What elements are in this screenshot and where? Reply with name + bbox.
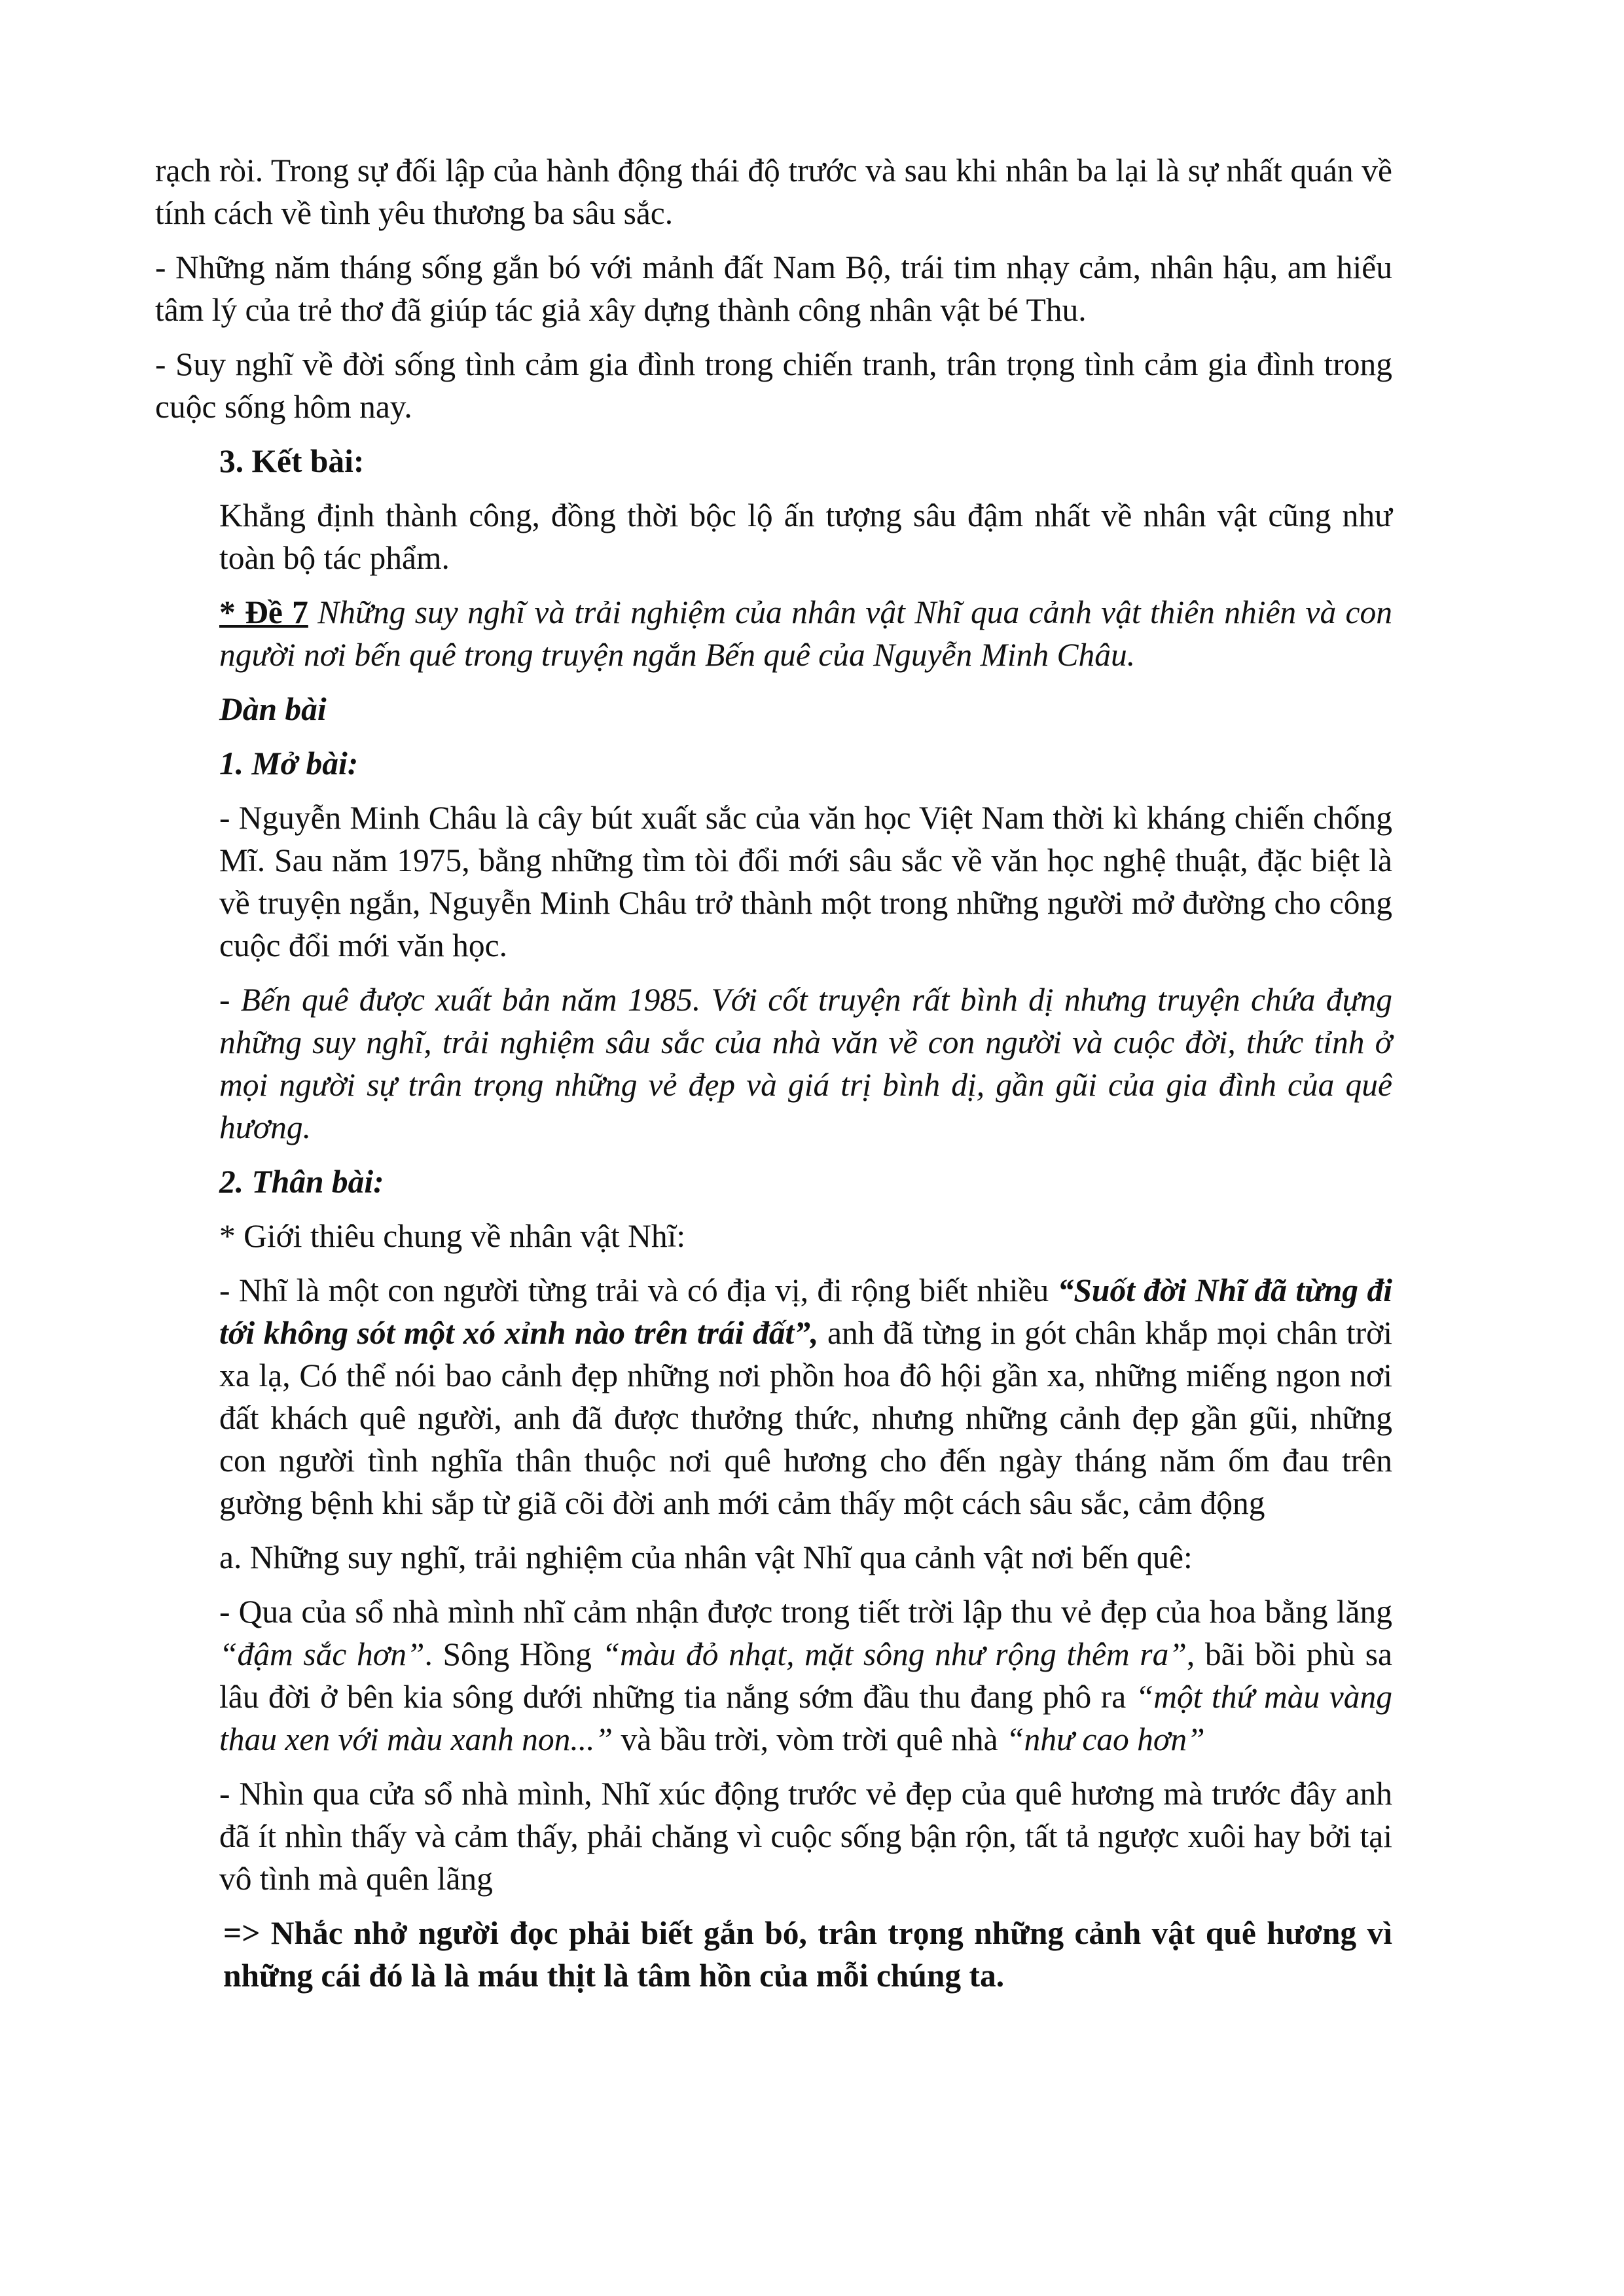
paragraph-mo-bai-2: - Bến quê được xuất bản năm 1985. Với cốt truyện rất bình dị nhưng truyện chứa đựng những suy nghĩ, trải nghiệm sâu sắc của nhà văn về con người và cuộc đời, thức tỉnh ở mọi người sự trân trọng những vẻ đẹp và giá trị bình dị, gần gũi của gia đình của quê hương.	[219, 982, 1392, 1145]
quote-cao-hon: “như cao hơn”	[1005, 1721, 1205, 1757]
heading-dan-bai: Dàn bài	[219, 691, 327, 727]
paragraph-suy-nghi: - Suy nghĩ về đời sống tình cảm gia đình trong chiến tranh, trân trọng tình cảm gia đình trong cuộc sống hôm nay.	[155, 346, 1392, 425]
paragraph-ket-bai: Khẳng định thành công, đồng thời bộc lộ ấn tượng sâu đậm nhất về nhân vật cũng như toàn bộ tác phẩm.	[219, 497, 1392, 576]
paragraph-intro: rạch ròi. Trong sự đối lập của hành động thái độ trước và sau khi nhân ba lại là sự nhất quán về tính cách về tình yêu thương ba sâu sắc.	[155, 152, 1392, 231]
paragraph-conclusion: => Nhắc nhở người đọc phải biết gắn bó, trân trọng những cảnh vật quê hương vì những cái đó là là máu thịt là tâm hồn của mỗi chúng ta.	[223, 1915, 1392, 1994]
paragraph-qua-cua-so	[155, 1590, 1392, 1761]
heading-mo-bai: 1. Mở bài:	[219, 745, 359, 781]
quote-mau-do: “màu đỏ nhạt, mặt sông như rộng thêm ra”	[602, 1636, 1187, 1672]
qua-cua-text-3: , bãi bồi phù sa lâu đời ở bên kia sông dưới những tia nắng sớm đầu thu đang phô ra	[219, 1636, 1392, 1715]
paragraph-mo-bai-1: - Nguyễn Minh Châu là cây bút xuất sắc của văn học Việt Nam thời kì kháng chiến chống Mĩ. Sau năm 1975, bằng những tìm tòi đổi mới sâu sắc về văn học nghệ thuật, đặc biệt là về truyện ngắn, Nguyễn Minh Châu trở thành một trong những người mở đường cho công cuộc đổi mới văn học.	[219, 800, 1392, 963]
qua-cua-text-2: . Sông Hồng	[424, 1636, 602, 1672]
document-body	[155, 149, 1392, 2009]
heading-than-bai: 2. Thân bài:	[219, 1164, 384, 1200]
nhi-text-end: anh đã từng in gót chân khắp mọi chân trời xa lạ, Có thể nói bao cảnh đẹp những nơi phồn hoa đô hội gần xa, những miếng ngon nơi đất khách quê người, anh đã được thưởng thức, nhưng những cảnh đẹp gần gũi, những con người tình nghĩa thân thuộc nơi quê hương cho đến ngày tháng năm ốm đau trên gường bệnh khi sắp từ giã cõi đời anh mới cảm thấy một cách sâu sắc, cảm động	[219, 1315, 1392, 1521]
de-7-label: * Đề 7	[219, 594, 308, 630]
heading-ket-bai: 3. Kết bài:	[219, 443, 365, 479]
paragraph-de-7	[155, 591, 1392, 676]
quote-mau-vang: “một thứ màu vàng thau xen với màu xanh non...”	[219, 1679, 1392, 1757]
nhi-quote: “Suốt đời Nhĩ đã từng đi tới không sót một xó xỉnh nào trên trái đất”,	[219, 1272, 1392, 1351]
qua-cua-text-1: - Qua của sổ nhà mình nhĩ cảm nhận được trong tiết trời lập thu vẻ đẹp của hoa bằng lăng	[219, 1594, 1392, 1630]
paragraph-nam-bo: - Những năm tháng sống gắn bó với mảnh đất Nam Bộ, trái tim nhạy cảm, nhân hậu, am hiểu tâm lý của trẻ thơ đã giúp tác giả xây dựng thành công nhân vật bé Thu.	[155, 249, 1392, 328]
paragraph-gioi-thieu: * Giới thiêu chung về nhân vật Nhĩ:	[219, 1218, 686, 1254]
nhi-text-start: - Nhĩ là một con người từng trải và có địa vị, đi rộng biết nhiều	[219, 1272, 1058, 1308]
quote-dam-sac: “đậm sắc hơn”	[219, 1636, 425, 1672]
heading-section-a: a. Những suy nghĩ, trải nghiệm của nhân vật Nhĩ qua cảnh vật nơi bến quê:	[219, 1539, 1193, 1575]
paragraph-nhin-qua: - Nhìn qua cửa sổ nhà mình, Nhĩ xúc động trước vẻ đẹp của quê hương mà trước đây anh đã ít nhìn thấy và cảm thấy, phải chăng vì cuộc sống bận rộn, tất tả ngược xuôi hay bởi tại vô tình mà quên lãng	[219, 1776, 1392, 1897]
paragraph-nhi	[155, 1269, 1392, 1524]
de-7-prompt: Những suy nghĩ và trải nghiệm của nhân vật Nhĩ qua cảnh vật thiên nhiên và con người nơi bến quê trong truyện ngắn Bến quê của Nguyễn Minh Châu.	[219, 594, 1393, 673]
qua-cua-text-4: và bầu trời, vòm trời quê nhà	[613, 1721, 1006, 1757]
